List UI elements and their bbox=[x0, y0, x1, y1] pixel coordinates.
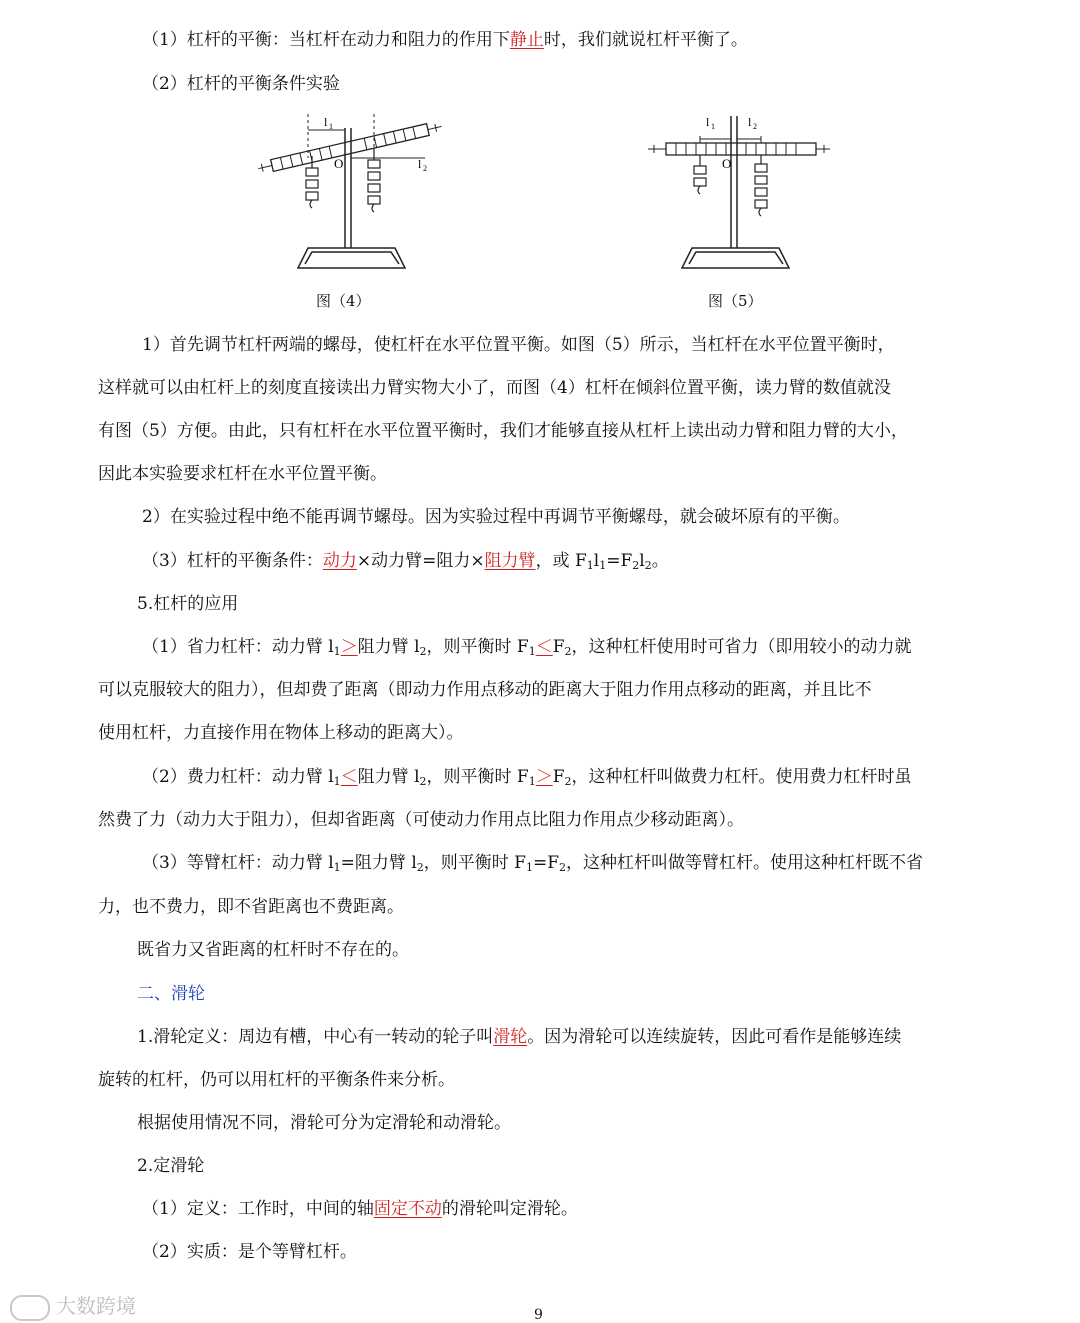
highlight-term: ＜ bbox=[340, 767, 358, 787]
text-line: 旋转的杠杆，仍可以用杠杆的平衡条件来分析。 bbox=[98, 1070, 455, 1090]
balance-condition: （3）杠杆的平衡条件：动力×动力臂=阻力×阻力臂，或 $F_1l_1=F_2l_2$。 bbox=[142, 551, 669, 572]
highlight-term: 静止 bbox=[509, 30, 544, 50]
section-heading: 5.杠杆的应用 bbox=[137, 594, 239, 614]
text-line: 这样就可以由杠杆上的刻度直接读出力臂实物大小了，而图（4）杠杆在倾斜位置平衡，读力臂的数值就没 bbox=[98, 378, 891, 398]
pivot-label: O bbox=[334, 156, 344, 171]
lever-tilted-figure bbox=[250, 108, 450, 273]
l2-label: l bbox=[748, 115, 752, 129]
tilted-beam bbox=[257, 121, 443, 175]
watermark: 大数跨境 bbox=[10, 1290, 136, 1321]
left-weights bbox=[694, 155, 706, 194]
text-line: （2）实质：是个等臂杠杆。 bbox=[142, 1242, 357, 1262]
svg-text:1: 1 bbox=[711, 122, 715, 131]
text-line: 根据使用情况不同，滑轮可分为定滑轮和动滑轮。 bbox=[137, 1113, 511, 1133]
highlight-term: ＞ bbox=[535, 767, 553, 787]
subsection-title: （2）杠杆的平衡条件实验 bbox=[142, 74, 340, 94]
pivot-label: O bbox=[722, 156, 732, 171]
highlight-term: 固定不动 bbox=[373, 1199, 442, 1219]
horizontal-beam bbox=[648, 143, 830, 155]
text-line: 可以克服较大的阻力），但却费了距离（即动力作用点移动的距离大于阻力作用点移动的距离，并且比不 bbox=[98, 680, 872, 700]
section-heading: 2.定滑轮 bbox=[137, 1156, 205, 1176]
highlight-term: 动力 bbox=[322, 551, 357, 571]
text-line: （1）杠杆的平衡：当杠杆在动力和阻力的作用下静止时，我们就说杠杆平衡了。 bbox=[142, 30, 748, 50]
section-heading-pulley: 二、滑轮 bbox=[137, 984, 205, 1004]
text-line: （3）等臂杠杆：动力臂 $l_1=$阻力臂 $l_2$，则平衡时 $F_1=F_2$，这种杠杆叫做等臂杠杆。使用这种杠杆既不省 bbox=[142, 853, 924, 874]
l1-label: l bbox=[324, 115, 328, 129]
text-line: （2）费力杠杆：动力臂 $l_1<$阻力臂 $l_2$，则平衡时 $F_1>F_2$，这种杠杆叫做费力杠杆。使用费力杠杆时虽 bbox=[142, 767, 912, 788]
text-line: （1）省力杠杆：动力臂 $l_1>$阻力臂 $l_2$，则平衡时 $F_1<F_2$，这种杠杆使用时可省力（即用较小的动力就 bbox=[142, 637, 912, 658]
text-line: 既省力又省距离的杠杆时不存在的。 bbox=[137, 940, 409, 960]
lever-horizontal-figure bbox=[644, 108, 834, 273]
highlight-term: 滑轮 bbox=[493, 1027, 528, 1047]
l2-label: l bbox=[418, 157, 422, 171]
text-line: 力，也不费力，即不省距离也不费距离。 bbox=[98, 897, 404, 917]
text-line: 1）首先调节杠杆两端的螺母，使杠杆在水平位置平衡。如图（5）所示，当杠杆在水平位置平衡时， bbox=[142, 335, 895, 355]
figure-5-caption: 图（5） bbox=[708, 292, 763, 310]
text-line: （1）定义：工作时，中间的轴固定不动的滑轮叫定滑轮。 bbox=[142, 1199, 578, 1219]
l1-label: l bbox=[706, 115, 710, 129]
svg-text:2: 2 bbox=[423, 164, 427, 173]
text-line: 使用杠杆，力直接作用在物体上移动的距离大）。 bbox=[98, 723, 464, 743]
svg-text:1: 1 bbox=[329, 122, 333, 131]
figure-4-caption: 图（4） bbox=[316, 292, 371, 310]
text-line: 因此本实验要求杠杆在水平位置平衡。 bbox=[98, 464, 387, 484]
highlight-term: 阻力臂 bbox=[484, 551, 536, 571]
highlight-term: ＞ bbox=[340, 637, 358, 657]
text-line: 1.滑轮定义：周边有槽，中心有一转动的轮子叫滑轮。因为滑轮可以连续旋转，因此可看作是能够连续 bbox=[137, 1027, 902, 1047]
svg-text:2: 2 bbox=[753, 122, 757, 131]
text-line: 然费了力（动力大于阻力），但却省距离（可使动力作用点比阻力作用点少移动距离）。 bbox=[98, 810, 744, 830]
watermark-logo-icon bbox=[10, 1295, 50, 1321]
highlight-term: ＜ bbox=[535, 637, 553, 657]
text-line: 有图（5）方便。由此，只有杠杆在水平位置平衡时，我们才能够直接从杠杆上读出动力臂和阻力臂的大小， bbox=[98, 421, 908, 441]
text-line: 2）在实验过程中绝不能再调节螺母。因为实验过程中再调节平衡螺母，就会破坏原有的平衡。 bbox=[142, 507, 850, 527]
right-weights bbox=[755, 155, 767, 216]
page-number: 9 bbox=[534, 1307, 543, 1323]
